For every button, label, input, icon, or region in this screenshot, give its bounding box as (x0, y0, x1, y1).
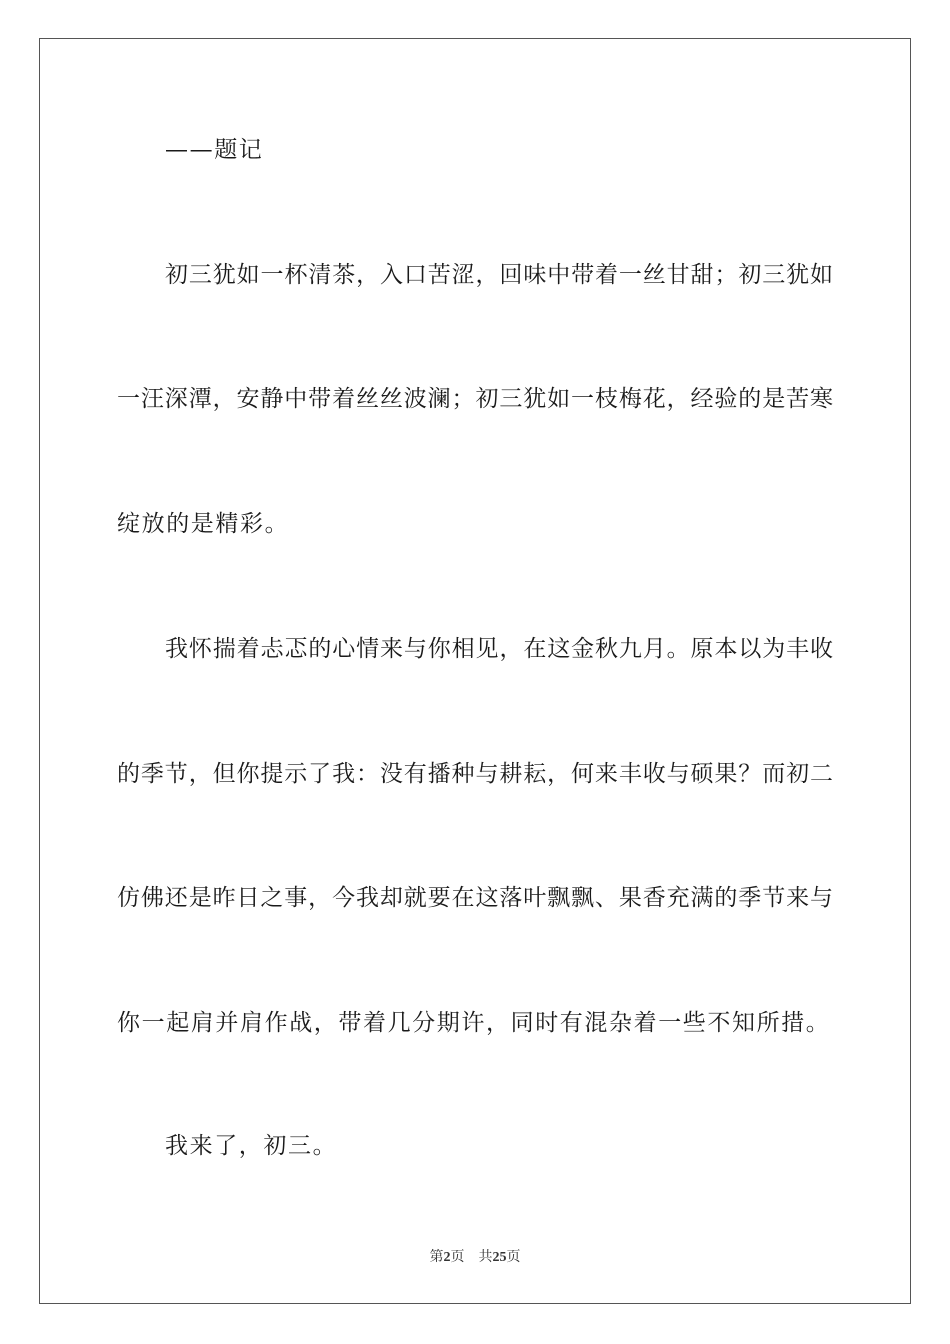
total-pages: 25 (492, 1250, 507, 1265)
page-number: 2 (443, 1250, 451, 1265)
total-prefix: 共 (478, 1250, 493, 1265)
paragraph-1-line-3: 绽放的是精彩。 (117, 511, 290, 537)
paragraph-1-line-1: 初三犹如一杯清茶，入口苦涩，回味中带着一丝甘甜；初三犹如 (165, 262, 833, 288)
paragraph-2-line-1: 我怀揣着忐忑的心情来与你相见，在这金秋九月。原本以为丰收 (165, 636, 833, 662)
page-frame (39, 38, 911, 1304)
page-footer (0, 1249, 950, 1267)
paragraph-2-line-4: 你一起肩并肩作战，带着几分期许，同时有混杂着一些不知所措。 (117, 1010, 831, 1036)
paragraph-2-line-3: 仿佛还是昨日之事，今我却就要在这落叶飘飘、果香充满的季节来与 (117, 885, 833, 911)
paragraph-2-line-2: 的季节，但你提示了我：没有播种与耕耘，何来丰收与硕果？而初二 (117, 761, 833, 787)
epigraph: ——题记 (165, 137, 264, 163)
page-suffix: 页 (450, 1250, 465, 1265)
page-prefix: 第 (429, 1250, 444, 1265)
paragraph-1-line-2: 一汪深潭，安静中带着丝丝波澜；初三犹如一枝梅花，经验的是苦寒 (117, 386, 833, 412)
paragraph-3-line-1: 我来了，初三。 (165, 1133, 338, 1159)
total-suffix: 页 (506, 1250, 521, 1265)
